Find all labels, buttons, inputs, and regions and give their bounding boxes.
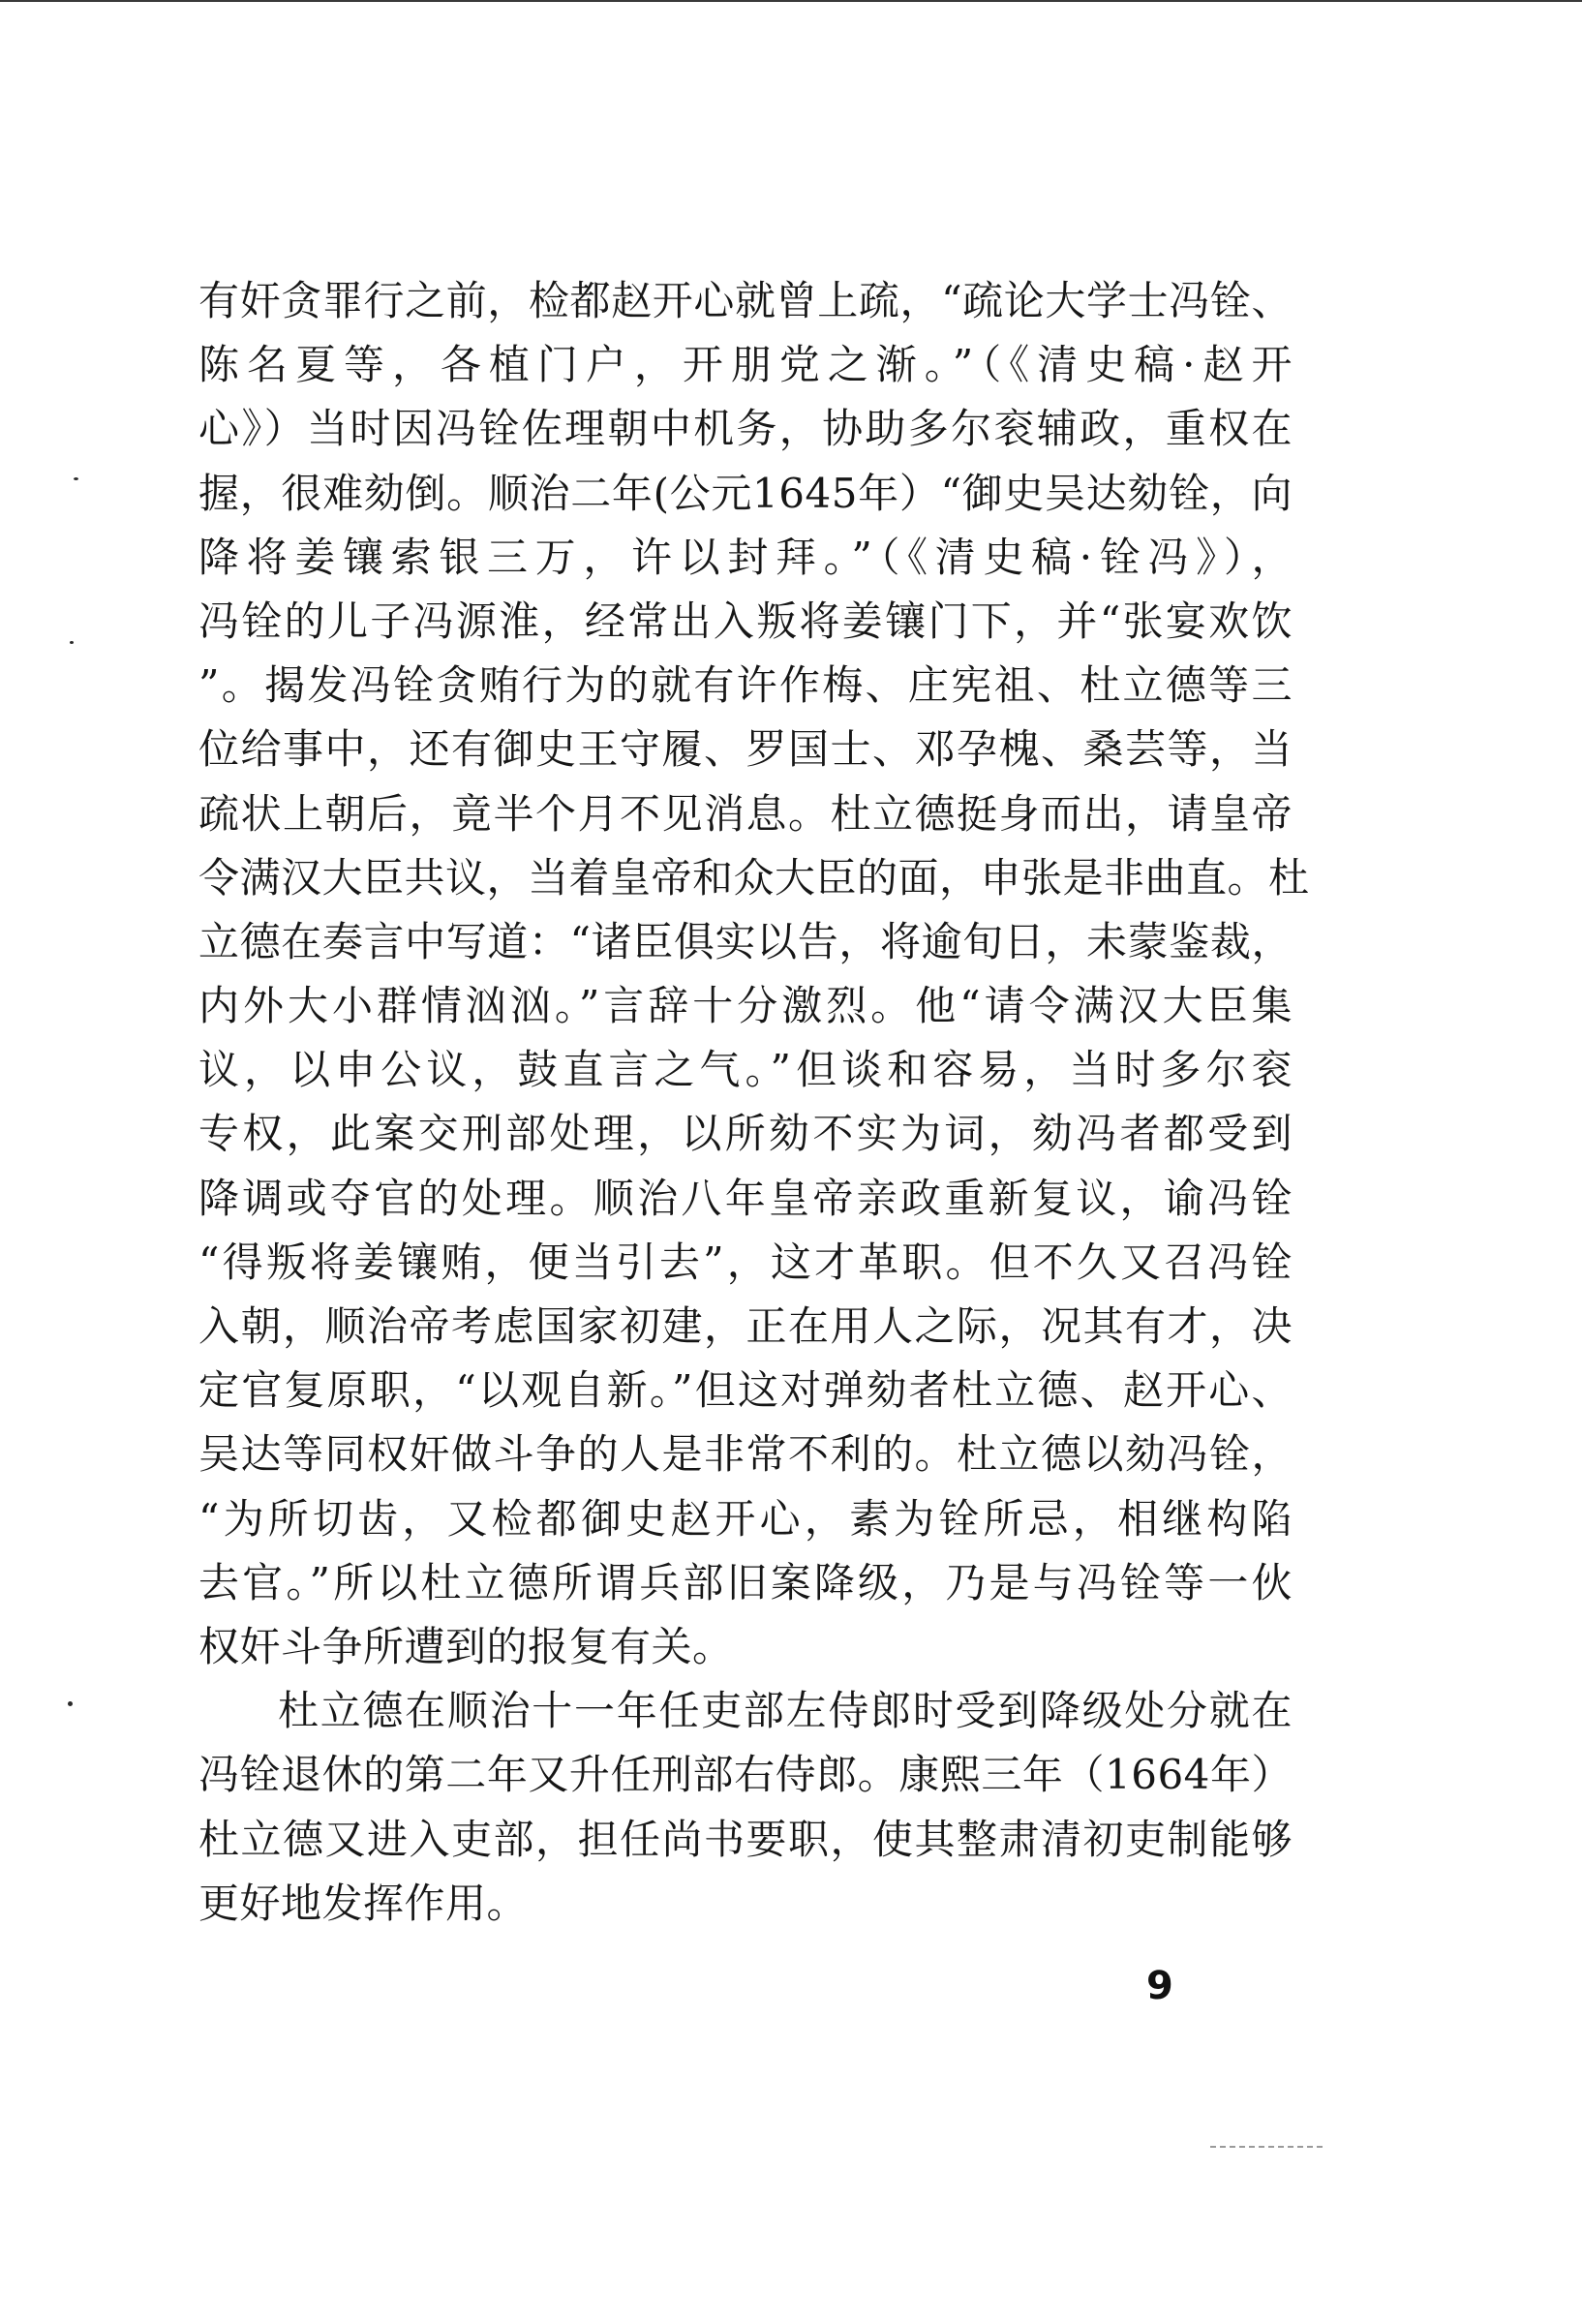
text-line: 议，以申公议，鼓直言之气。”但谈和容易，当时多尔衮 [198,1046,1293,1094]
text-line: 疏状上朝后，竟半个月不见消息。杜立德挺身而出，请皇帝 [198,789,1293,838]
text-line: 握，很难劾倒。顺治二年(公元1645年）“御史吴达劾铨，向 [198,469,1293,517]
text-line: 入朝，顺治帝考虑国家初建，正在用人之际，况其有才，决 [198,1302,1293,1350]
text-line: 陈名夏等，各植门户，开朋党之渐。”（《清史稿·赵开 [198,341,1293,389]
text-line: 有奸贪罪行之前，检都赵开心就曾上疏，“疏论大学士冯铨、 [198,277,1293,324]
text-line: “为所切齿，又检都御史赵开心，素为铨所忌，相继构陷 [198,1494,1293,1543]
text-line: 令满汉大臣共议，当着皇帝和众大臣的面，申张是非曲直。杜 [198,853,1310,902]
text-line: 内外大小群情汹汹。”言辞十分激烈。他“请令满汉大臣集 [198,982,1293,1030]
text-line: 心》）当时因冯铨佐理朝中机务，协助多尔衮辅政，重权在 [198,405,1293,453]
text-line: ”。揭发冯铨贪贿行为的就有许作梅、庄宪祖、杜立德等三 [198,661,1293,710]
page-number: 9 [1146,1964,1173,2008]
text-line: “得叛将姜镶贿，便当引去”，这才革职。但不久又召冯铨 [198,1238,1293,1286]
text-line: 冯铨退休的第二年又升任刑部右侍郎。康熙三年（1664年） [198,1751,1293,1799]
text-line: 位给事中，还有御史王守履、罗国士、邓孕槐、桑芸等，当 [198,725,1293,774]
text-line: 专权，此案交刑部处理，以所劾不实为词，劾冯者都受到 [198,1110,1293,1158]
text-line: 杜立德又进入吏部，担任尚书要职，使其整肃清初吏制能够 [198,1815,1293,1863]
text-line: 定官复原职，“以观自新。”但这对弹劾者杜立德、赵开心、 [198,1366,1293,1415]
scan-speck [68,1701,73,1706]
text-line: 杜立德在顺治十一年任吏部左侍郎时受到降级处分就在 [278,1687,1293,1735]
text-line: 冯铨的儿子冯源淮，经常出入叛将姜镶门下，并“张宴欢饮 [198,596,1293,645]
text-line: 权奸斗争所遭到的报复有关。 [198,1622,734,1670]
body-text [198,269,1310,1936]
text-line: 去官。”所以杜立德所谓兵部旧案降级，乃是与冯铨等一伙 [198,1558,1293,1606]
text-line: 降将姜镶索银三万，许以封拜。”（《清史稿·铨冯》）， [198,533,1293,581]
text-line: 降调或夺官的处理。顺治八年皇帝亲政重新复议，谕冯铨 [198,1174,1293,1222]
text-line: 吴达等同权奸做斗争的人是非常不利的。杜立德以劾冯铨， [198,1430,1293,1479]
text-line: 立德在奏言中写道：“诸臣俱实以告，将逾旬日，未蒙鉴裁， [198,917,1293,965]
text-line: 更好地发挥作用。 [198,1879,529,1927]
scan-smudge [1210,2146,1326,2148]
scan-speck [74,477,78,480]
scan-speck [70,641,74,644]
top-border-rule [0,0,1582,2]
